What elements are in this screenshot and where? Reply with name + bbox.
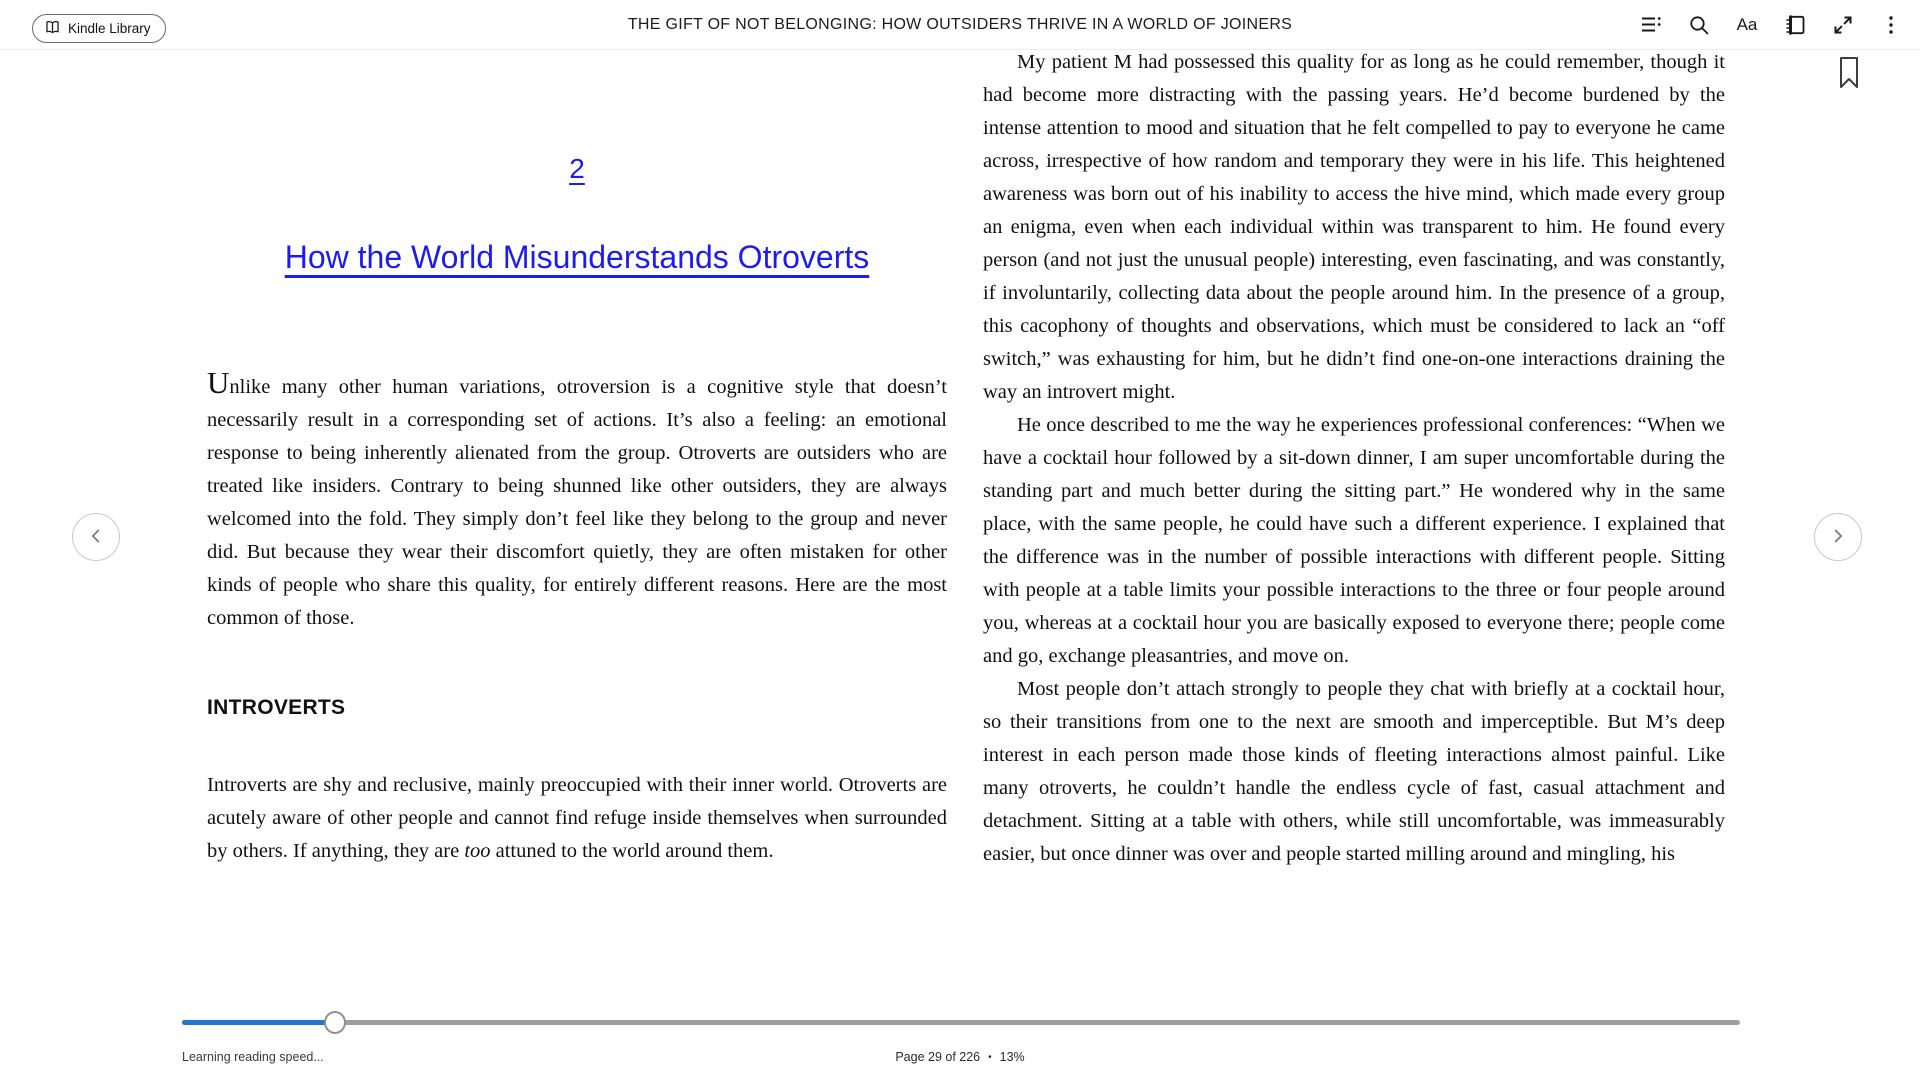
bookmark-button[interactable] (1836, 56, 1862, 92)
header-icons (1638, 0, 1904, 50)
bookmark-icon (1837, 78, 1861, 93)
open-book-icon (44, 19, 61, 39)
chapter-number (207, 152, 947, 189)
progress-fill (182, 1020, 335, 1025)
reading-progress-slider[interactable] (182, 1012, 1740, 1030)
dot-separator: • (988, 1051, 992, 1063)
typography-button[interactable] (1734, 12, 1760, 38)
progress-track[interactable] (182, 1020, 1740, 1025)
chapter-number-link[interactable]: 2 (569, 153, 585, 184)
page-number-label: Page 29 of 226 (895, 1050, 981, 1064)
next-page-button[interactable] (1814, 513, 1862, 561)
introverts-paragraph (207, 769, 947, 868)
kebab-menu-icon (1879, 13, 1903, 37)
lead-paragraph (207, 367, 947, 635)
search-button[interactable] (1686, 12, 1712, 38)
aa-typography-icon: Aa (1736, 15, 1758, 34)
page-layout-icon (1783, 13, 1807, 37)
book-title: THE GIFT OF NOT BELONGING: HOW OUTSIDERS THRIVE IN A WORLD OF JOINERS (627, 16, 1293, 33)
section-heading-introverts: INTROVERTS (207, 696, 346, 719)
introverts-paragraph-pre: Introverts are shy and reclusive, mainly preoccupied with their inner world. Otroverts are acutely aware of other people and cannot find refuge inside themselves when surrounded by others. If anything, they are (207, 774, 947, 862)
chapter-title-link[interactable]: How the World Misunderstands Otroverts (284, 239, 870, 275)
page-info (0, 1050, 1920, 1064)
percent-read-label: 13% (999, 1050, 1025, 1064)
lead-paragraph-text: nlike many other human variations, otroversion is a cognitive style that doesn’t necessarily result in a corresponding set of actions. It’s also a feeling: an emotional response to being inherently alienated from the group. Otroverts are outsiders who are treated like insiders. Contrary to being shunned like other outsiders, they are always welcomed into the fold. They simply don’t feel like they belong to the group and never did. But because they wear their discomfort quietly, they are often mistaken for other kinds of people who share this quality, for entirely different reasons. Here are the most common of those. (207, 376, 947, 629)
top-bar (0, 0, 1920, 50)
fullscreen-expand-icon (1831, 13, 1855, 37)
introverts-paragraph-post: attuned to the world around them. (490, 840, 774, 862)
chevron-right-icon (1827, 525, 1849, 550)
left-page-column (207, 140, 947, 970)
kindle-library-label: Kindle Library (68, 21, 151, 36)
kindle-library-button[interactable] (32, 14, 166, 43)
reading-speed-status: Learning reading speed... (182, 1050, 324, 1064)
previous-page-button[interactable] (72, 513, 120, 561)
lead-initial-letter: U (207, 365, 230, 400)
chevron-left-icon (85, 525, 107, 550)
chapter-title (207, 241, 947, 279)
page-layout-button[interactable] (1782, 12, 1808, 38)
fullscreen-button[interactable] (1830, 12, 1856, 38)
toc-notes-button[interactable] (1638, 12, 1664, 38)
introverts-paragraph-italic: too (464, 840, 491, 862)
search-icon (1687, 13, 1711, 37)
progress-thumb[interactable] (324, 1011, 346, 1034)
overflow-menu-button[interactable] (1878, 12, 1904, 38)
toc-list-icon (1639, 13, 1663, 37)
body-paragraph: My patient M had possessed this quality for as long as he could remember, though it had become more distracting with the passing years. He’d become burdened by the intense attention to mood and situation that he felt compelled to pay to everyone he came across, irrespective of how random and temporary they were in his life. This heightened awareness was born out of his inability to access the hive mind, which made every group an enigma, even when each individual within was transparent to him. He found every person (and not just the unusual people) interesting, even fascinating, and was constantly, if involuntarily, collecting data about the people around him. In the presence of a group, this cacophony of thoughts and observations, which must be considered to lack an “off switch,” was exhausting for him, but he didn’t find one-on-one interactions draining the way an introvert might. (983, 51, 1725, 403)
body-paragraph: He once described to me the way he experiences professional conferences: “When we have a cocktail hour followed by a sit-down dinner, I am super uncomfortable during the standing part and much better during the sitting part.” He wondered why in the same place, with the same people, he could have such a different experience. I explained that the difference was in the number of possible interactions with different people. Sitting with people at a table limits your possible interactions to the three or four people around you, whereas at a cocktail hour you are basically exposed to everyone there; people come and go, exchange pleasantries, and move on. (983, 414, 1725, 667)
body-paragraph: Most people don’t attach strongly to people they chat with briefly at a cocktail hour, so their transitions from one to the next are smooth and imperceptible. But M’s deep interest in each person made those kinds of fleeting interactions almost painful. Like many otroverts, he couldn’t handle the endless cycle of fast, casual attachment and detachment. Sitting at a table with others, while still uncomfortable, was immeasurably easier, but once dinner was over and people started milling around and mingling, his (983, 678, 1725, 865)
right-page-column (983, 46, 1725, 990)
